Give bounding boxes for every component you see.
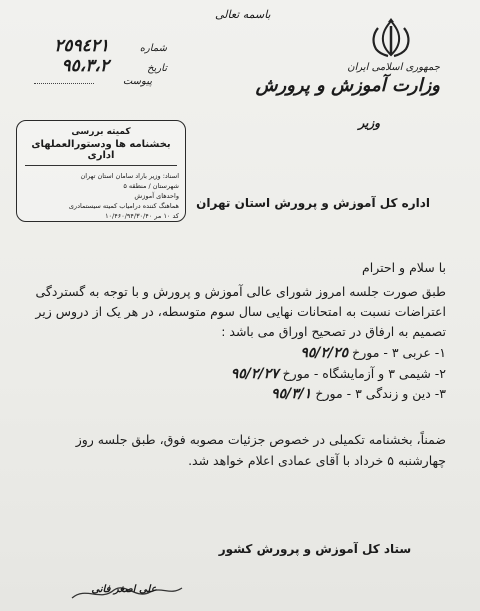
date-label: تاریخ [147, 63, 167, 74]
course-item [18, 384, 446, 405]
course-date: ٩٥/٢/٢٧ [230, 365, 279, 382]
note-line: ضمناً، بخشنامه تکمیلی در خصوص جزئیات مصوبه فوق، طبق جلسه روز [75, 431, 446, 447]
course-date: ٩٥/٣/١ [271, 386, 312, 402]
course-name: ۱- عربی ۳ - مورخ [352, 345, 446, 360]
attachment-label: پیوست [122, 76, 152, 87]
stamp-divider [25, 165, 177, 166]
course-item [18, 364, 446, 385]
issuer-block [220, 62, 440, 130]
hq-title: ستاد کل آموزش و پرورش کشور [218, 542, 412, 556]
signatory-name: علی اصغر فانی [91, 584, 157, 595]
paragraph-line: تصمیم به ارفاق در تصحیح اوراق می باشد : [221, 324, 446, 339]
paragraph-line: طبق صورت جلسه امروز شورای عالی آموزش و پرورش و با توجه به گستردگی [35, 284, 446, 299]
number-label: شماره [139, 43, 167, 54]
attachment-row [14, 76, 179, 96]
supplementary-note [18, 429, 446, 471]
number-row [14, 36, 179, 56]
date-value: ٩٥،٣،٢ [61, 56, 109, 76]
recipient-office: اداره کل آموزش و پرورش استان تهران [196, 196, 430, 210]
basmala: باسمه تعالی [215, 8, 271, 21]
signature-block [66, 578, 186, 606]
republic-name: جمهوری اسلامی ایران [347, 62, 440, 73]
stamp-line: شهرستان / منطقه ۵ [123, 182, 179, 190]
date-row [14, 56, 179, 76]
note-line: چهارشنبه ۵ خرداد با آقای عمادی اعلام خواهد شد. [188, 452, 446, 468]
course-item [18, 343, 446, 364]
stamp-line: اسناد: وزیر باراد سامان استان تهران [80, 172, 179, 180]
iran-emblem-icon [368, 18, 414, 58]
stamp-line: واحدهای آموزش [134, 192, 179, 200]
stamp-title: کمیته بررسی [71, 127, 131, 137]
attachment-line [34, 83, 94, 84]
letter-meta [14, 36, 179, 96]
minister-title: وزیر [358, 116, 380, 130]
main-paragraph [18, 282, 446, 342]
number-value: ٢٥٩٤٢١ [54, 36, 109, 56]
course-name: ۳- دین و زندگی ۳ - مورخ [315, 386, 446, 401]
letter-body [18, 258, 446, 471]
course-list [18, 343, 446, 405]
paragraph-line: اعتراضات نسبت به امتحانات نهایی سال سوم متوسطه، در هر یک از دروس زیر [35, 304, 446, 319]
review-stamp [16, 120, 186, 222]
course-date: ٩٥/٢/٢٥ [300, 345, 349, 361]
course-name: ۲- شیمی ۳ و آزمایشگاه - مورخ [282, 365, 446, 381]
stamp-line: هماهنگ کننده درامیاب کمیته سیستمادری [68, 202, 179, 210]
greeting: با سلام و احترام [362, 260, 446, 275]
ministry-name: وزارت آموزش و پرورش [255, 75, 440, 96]
stamp-line: کد ۱۰ مر ۱۰/۴۶۰/۹۴/۳۰/۴۰ [105, 212, 179, 220]
stamp-subtitle: بخشنامه ها ودستورالعملهای اداری [31, 139, 171, 161]
